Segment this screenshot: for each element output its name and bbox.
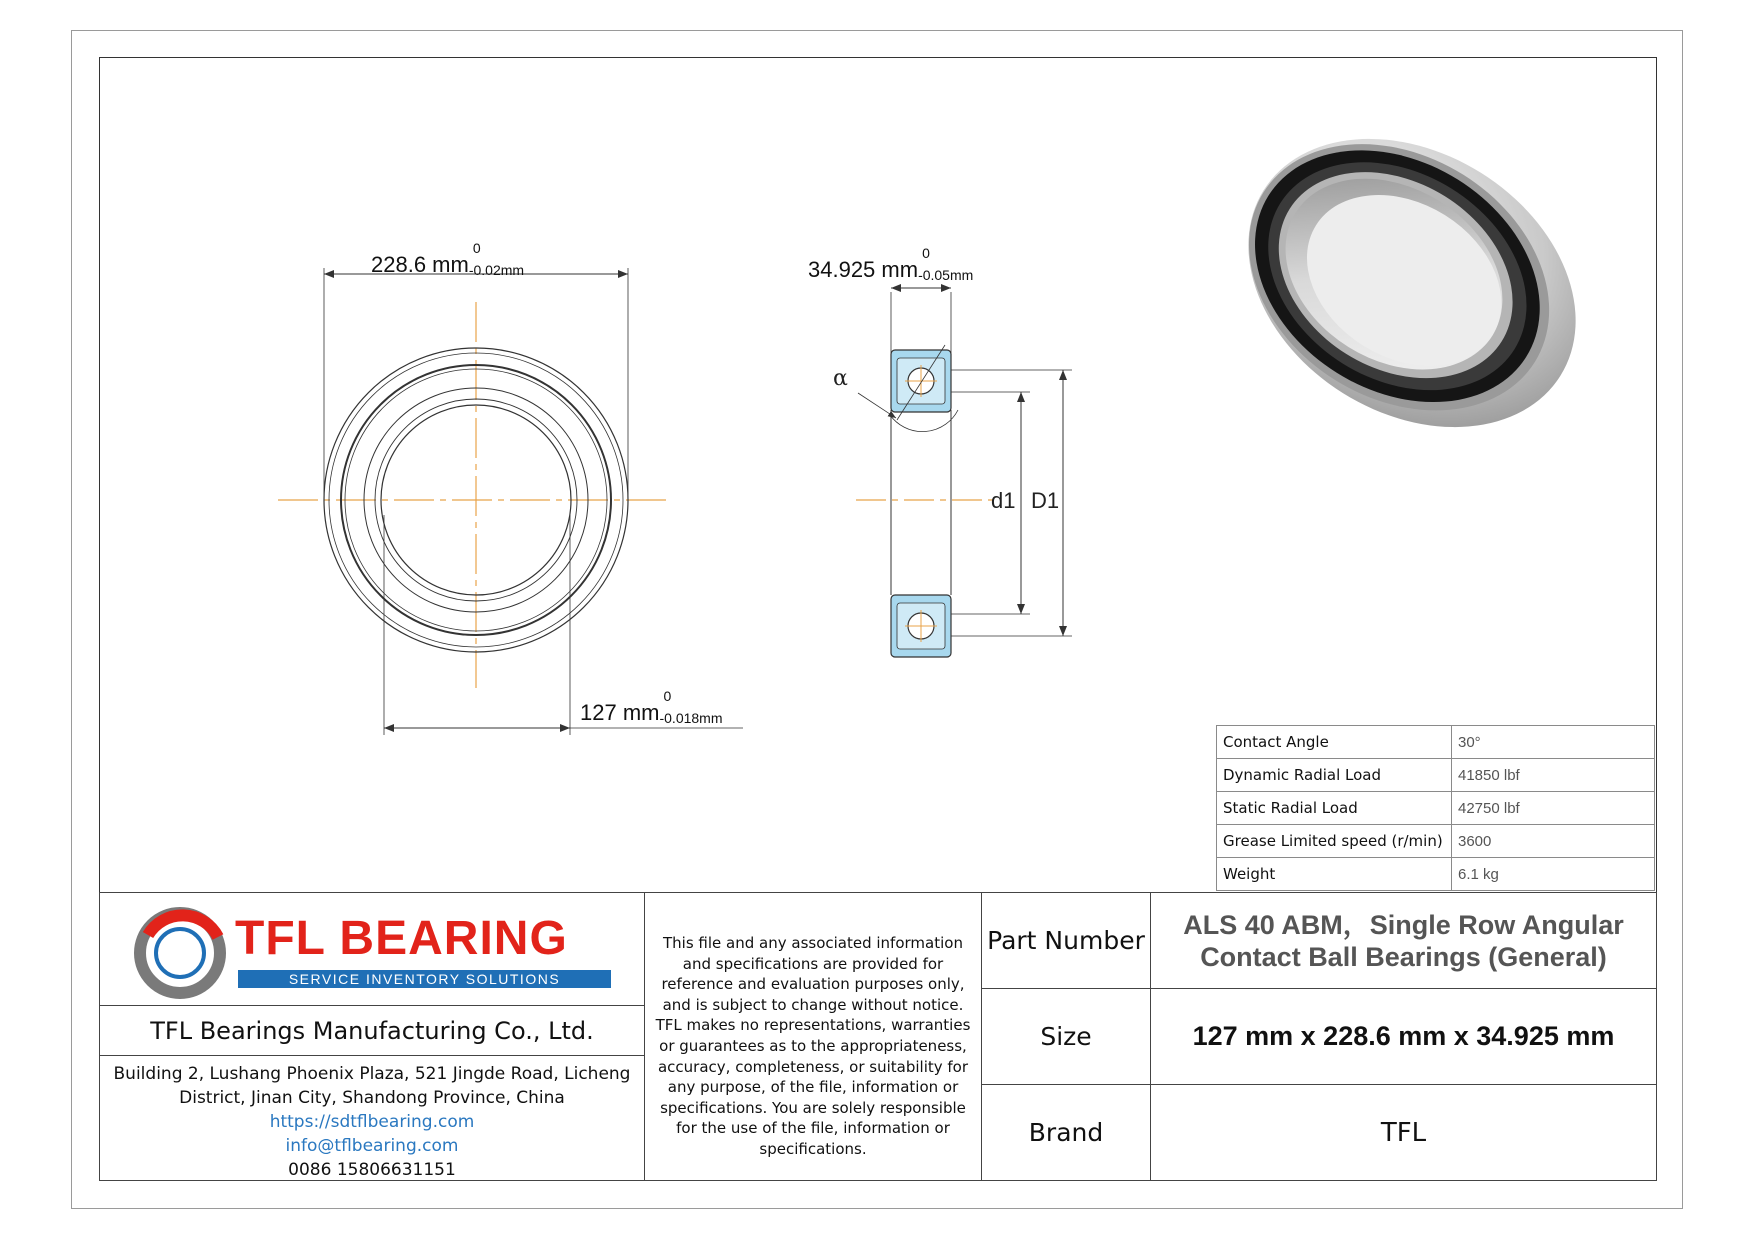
table-row: Static Radial Load 42750 lbf (1217, 792, 1655, 825)
logo-tagline: SERVICE INVENTORY SOLUTIONS (238, 970, 611, 988)
table-row: Weight 6.1 kg (1217, 858, 1655, 891)
brand-value: TFL (1150, 1084, 1657, 1181)
table-row: Grease Limited speed (r/min) 3600 (1217, 825, 1655, 858)
size-value: 127 mm x 228.6 mm x 34.925 mm (1150, 988, 1657, 1085)
table-row: Dynamic Radial Load 41850 lbf (1217, 759, 1655, 792)
bearing-3d-render (1195, 80, 1630, 486)
email-link[interactable]: info@tflbearing.com (285, 1136, 459, 1156)
front-view (278, 268, 743, 735)
section-view (856, 288, 1072, 657)
size-header: Size (981, 988, 1151, 1085)
logo-wordmark: TFL BEARING (235, 912, 568, 965)
d1-label: d1 (991, 488, 1016, 513)
logo-cell (99, 892, 645, 1006)
website-link[interactable]: https://sdtflbearing.com (269, 1112, 475, 1132)
contact-angle-symbol: α (833, 366, 848, 391)
part-number-value: ALS 40 ABM，Single Row Angular Contact Ball Bearings (General) (1150, 892, 1657, 989)
width-label: 34.925 mm 0 -0.05mm (808, 245, 974, 283)
D1-label: D1 (1031, 488, 1060, 513)
tfl-logo-icon (128, 897, 248, 1007)
disclaimer: This file and any associated information and specifications are provided for reference and evaluation purposes only, and is subject to change without notice. TFL makes no representations, warranties or guarantees as to the appropriateness, accuracy, completeness, or suitability for any purpose, of the file, information or specifications. You are solely responsible for the use of the file, information or specifications. (644, 892, 982, 1181)
phone-number: 0086 15806631151 (288, 1160, 456, 1180)
company-address: Building 2, Lushang Phoenix Plaza, 521 Jingde Road, Licheng District, Jinan City, Shandong Province, China https://sdtflbearing.com info@tflbearing.com 0086 15806631151 (99, 1055, 645, 1181)
table-row: Contact Angle 30° (1217, 726, 1655, 759)
outer-diameter-label: 228.6 mm 0 -0.02mm (371, 240, 525, 278)
part-number-header: Part Number (981, 892, 1151, 989)
brand-header: Brand (981, 1084, 1151, 1181)
bore-label: 127 mm 0 -0.018mm (580, 688, 723, 726)
spec-table (1216, 725, 1655, 891)
title-block (99, 892, 1657, 1181)
company-name: TFL Bearings Manufacturing Co., Ltd. (99, 1005, 645, 1056)
